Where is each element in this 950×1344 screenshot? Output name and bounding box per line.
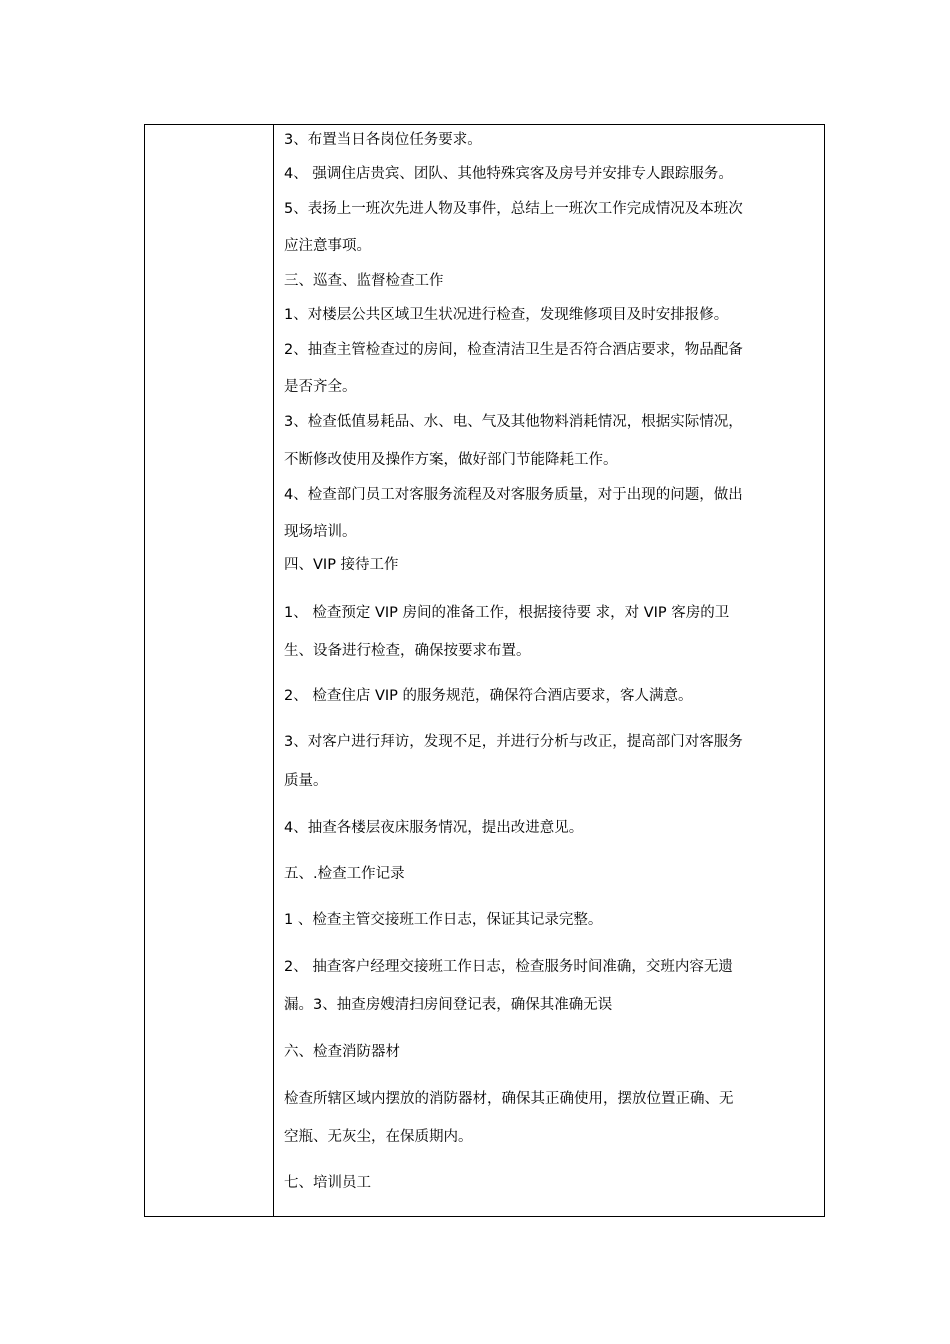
text-line: 现场培训。 [284,524,357,540]
section-heading: 五、.检查工作记录 [284,866,405,882]
text-line: 1、对楼层公共区域卫生状况进行检查，发现维修项目及时安排报修。 [284,307,729,323]
text-line: 4、抽查各楼层夜床服务情况，提出改进意见。 [284,820,584,836]
section-heading: 四、VIP 接待工作 [284,557,399,573]
text-line: 4、 强调住店贵宾、团队、其他特殊宾客及房号并安排专人跟踪服务。 [284,166,733,182]
text-line: 2、 检查住店 VIP 的服务规范，确保符合酒店要求，客人满意。 [284,688,693,704]
text-line: 检查所辖区域内摆放的消防器材，确保其正确使用，摆放位置正确、无 [284,1091,734,1107]
text-line: 5、表扬上一班次先进人物及事件，总结上一班次工作完成情况及本班次 [284,201,743,217]
text-line: 3、检查低值易耗品、水、电、气及其他物料消耗情况，根据实际情况， [284,414,743,430]
text-line: 1 、检查主管交接班工作日志，保证其记录完整。 [284,912,603,928]
text-line: 生、设备进行检查，确保按要求布置。 [284,643,531,659]
section-heading: 三、巡查、监督检查工作 [284,273,444,289]
text-line: 3、对客户进行拜访，发现不足，并进行分析与改正，提高部门对客服务 [284,734,743,750]
text-line: 2、 抽查客户经理交接班工作日志，检查服务时间准确，交班内容无遗 [284,959,733,975]
text-line: 3、布置当日各岗位任务要求。 [284,132,482,148]
text-line: 漏。3、抽查房嫂清扫房间登记表，确保其准确无误 [284,997,613,1013]
table-left-cell [145,125,274,1216]
text-line: 4、检查部门员工对客服务流程及对客服务质量，对于出现的问题，做出 [284,487,743,503]
text-line: 不断修改使用及操作方案，做好部门节能降耗工作。 [284,452,618,468]
text-line: 是否齐全。 [284,379,357,395]
text-line: 1、 检查预定 VIP 房间的准备工作，根据接待要 求，对 VIP 客房的卫 [284,605,730,621]
text-line: 质量。 [284,773,328,789]
section-heading: 六、检查消防器材 [284,1044,400,1060]
content-table [144,124,825,1217]
table-right-cell [274,125,824,1216]
text-line: 应注意事项。 [284,238,371,254]
text-line: 2、抽查主管检查过的房间，检查清洁卫生是否符合酒店要求，物品配备 [284,342,743,358]
text-line: 空瓶、无灰尘，在保质期内。 [284,1129,473,1145]
section-heading: 七、培训员工 [284,1175,371,1191]
